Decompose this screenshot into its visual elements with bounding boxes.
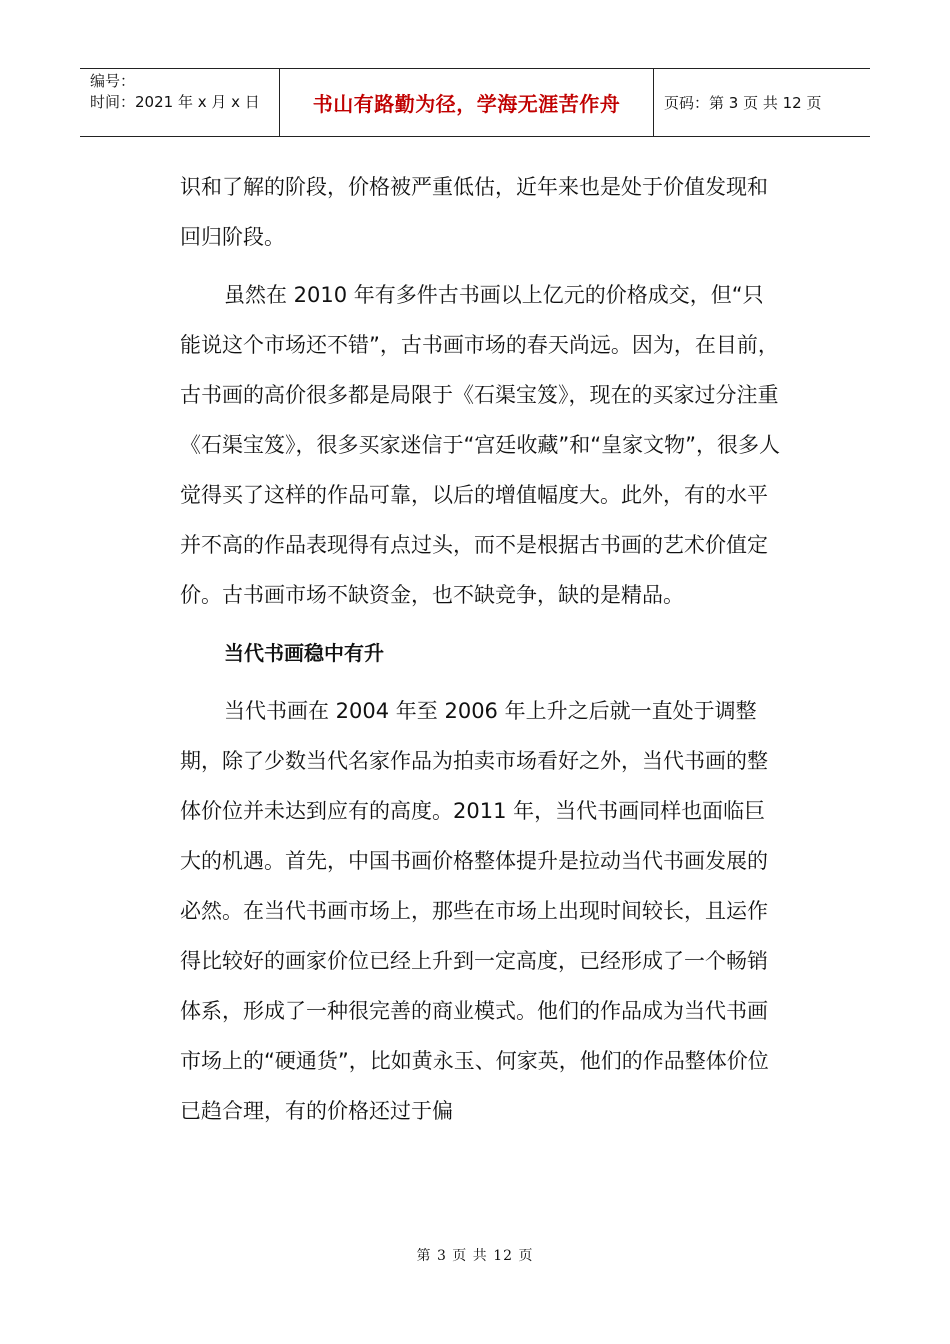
paragraph-3: 当代书画在 2004 年至 2006 年上升之后就一直处于调整期，除了少数当代名家作品为拍卖市场看好之外，当代书画的整体价位并未达到应有的高度。2011 年，当代书画同样也面临巨大的机遇。首先，中国书画价格整体提升是拉动当代书画发展的必然。在当代书画市场上，那些在市场上出现时间较长，且运作得比较好的画家价位已经上升到一定高度，已经形成了一个畅销体系，形成了一种很完善的商业模式。他们的作品成为当代书画市场上的“硬通货”，比如黄永玉、何家英，他们的作品整体价位已趋合理，有的价格还过于偏 (180, 699, 769, 1123)
document-time-label: 时间：2021 年 x 月 x 日 (90, 93, 260, 111)
document-number-label: 编号： (90, 72, 136, 90)
page-header (80, 68, 870, 137)
paragraph-2: 虽然在 2010 年有多件古书画以上亿元的价格成交，但“只能说这个市场还不错”，古书画市场的春天尚远。因为，在目前，古书画的高价很多都是局限于《石渠宝笈》，现在的买家过分注重《石渠宝笈》，很多买家迷信于“宫廷收藏”和“皇家文物”，很多人觉得买了这样的作品可靠，以后的增值幅度大。此外，有的水平并不高的作品表现得有点过头，而不是根据古书画的艺术价值定价。古书画市场不缺资金，也不缺竞争，缺的是精品。 (180, 283, 781, 607)
document-body (180, 162, 780, 1136)
section-title: 当代书画稳中有升 (224, 641, 384, 665)
header-meta (80, 69, 280, 136)
page-footer: 第 3 页 共 12 页 (416, 1248, 534, 1264)
header-page-number: 页码：第 3 页 共 12 页 (664, 94, 822, 112)
paragraph-1: 识和了解的阶段，价格被严重低估，近年来也是处于价值发现和回归阶段。 (180, 175, 768, 249)
header-motto: 书山有路勤为径，学海无涯苦作舟 (280, 69, 654, 136)
